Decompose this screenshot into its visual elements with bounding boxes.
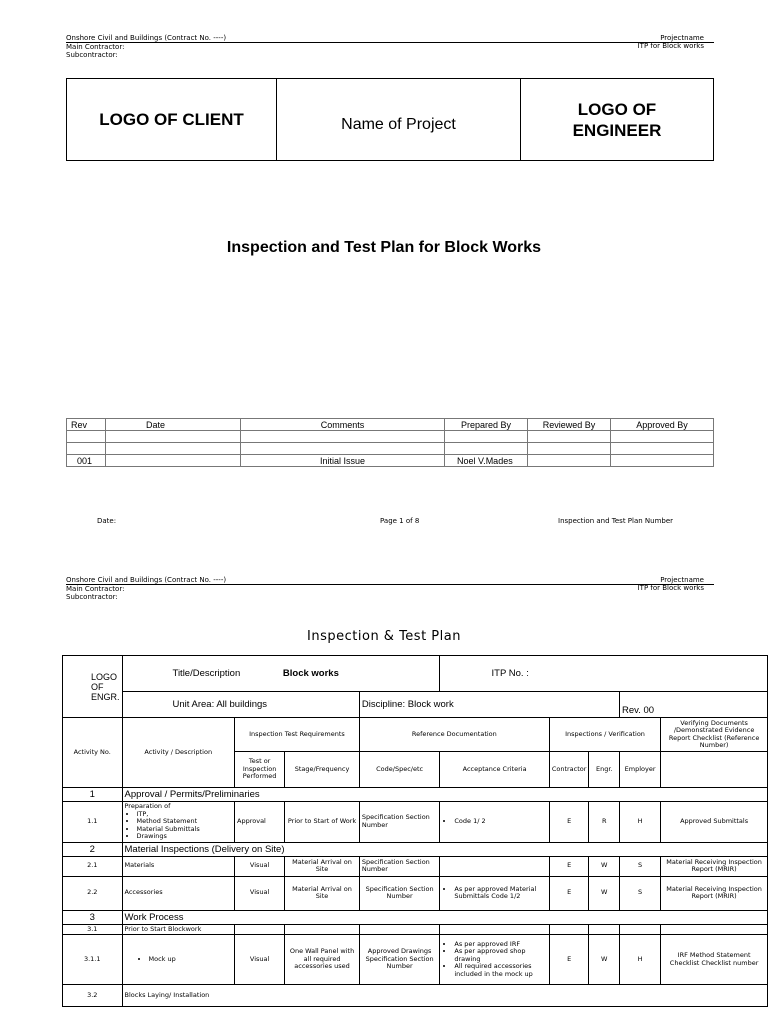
discipline: Discipline: Block work [359,692,619,718]
rev-header: Rev [67,419,106,431]
itp-unit-row [63,692,768,718]
activity-desc-header: Activity / Description [122,718,235,788]
code-spec-header: Code/Spec/etc [359,752,440,788]
verify-cell: Material Receiving Inspection Report (MRIR) [661,856,768,876]
activity-desc: Preparation of • ITP, • Method Statement • Material Submittals • Drawings [122,802,235,843]
revision-row [67,455,714,467]
revision-table [66,418,714,467]
sub-desc: Prior to Start Blockwork [122,924,235,935]
code-cell: Specification Section Number [359,856,440,876]
section-desc: Work Process [122,910,768,924]
page2-header-left-lines [66,585,124,601]
logo-box [66,78,714,161]
activity-no: 2.2 [63,876,123,910]
project-name: Name of Project [277,79,521,160]
sub-desc: Blocks Laying/ Installation [122,985,768,1007]
employer-cell: H [620,802,661,843]
activity-list [125,811,233,841]
list-item: • Method Statement [137,818,233,826]
reference-doc-header: Reference Documentation [359,718,549,752]
acceptance-header: Acceptance Criteria [440,752,549,788]
logo-engr: LOGO OF ENGR. [63,656,123,718]
employer-cell: S [620,856,661,876]
test-cell: Visual [235,935,285,985]
logo-of-client: LOGO OF CLIENT [67,79,277,160]
itp-top-row [63,656,768,692]
contractor-header: Contractor [549,752,589,788]
header-itp: ITP for Block works [637,42,704,50]
header-itp: ITP for Block works [637,584,704,592]
stage-cell: One Wall Panel with all required accessories used [285,935,360,985]
accept-cell: • Code 1/ 2 [440,802,549,843]
section-row [63,842,768,856]
activity-desc: Materials [122,856,235,876]
list-item: • Material Submittals [137,826,233,834]
verify-cell: Material Receiving Inspection Report (MRIR) [661,876,768,910]
header-main-contractor: Main Contractor: [66,585,125,593]
stage-frequency-header: Stage/Frequency [285,752,360,788]
engr-cell: W [589,935,620,985]
stage-cell: Material Arrival on Site [285,876,360,910]
stage-cell: Material Arrival on Site [285,856,360,876]
comments-header: Comments [241,419,445,431]
header-divider [66,42,714,43]
itp-title: Inspection & Test Plan [307,629,461,644]
sub-no: 3.1 [63,924,123,935]
header-contract: Onshore Civil and Buildings (Contract No. ----) [66,576,227,584]
section-no: 1 [63,788,123,802]
sub-no: 3.2 [63,985,123,1007]
contractor-cell: E [549,935,589,985]
inspection-test-req-header: Inspection Test Requirements [235,718,360,752]
document-title: Inspection and Test Plan for Block Works [226,239,542,256]
employer-header: Employer [620,752,661,788]
contractor-cell: E [549,876,589,910]
unit-area: Unit Area: All buildings [122,692,359,718]
prepared-by-header: Prepared By [445,419,528,431]
code-cell: Specification Section Number [359,876,440,910]
rev-cell: Rev. 00 [620,692,768,718]
activity-no: 1.1 [63,802,123,843]
code-cell: Specification Section Number [359,802,440,843]
table-row [63,935,768,985]
section-row [63,910,768,924]
header-project-name: Projectname [660,34,704,42]
section-no: 2 [63,842,123,856]
reviewed-by-header: Reviewed By [528,419,611,431]
employer-cell: H [620,935,661,985]
footer-itp-number: Inspection and Test Plan Number [558,517,674,525]
code-cell: Approved Drawings Specification Section Number [359,935,440,985]
date-header: Date [106,419,241,431]
itp-no-label: ITP No. : [491,668,529,679]
accept-cell: • As per approved Material Submittals Code 1/2 [440,876,549,910]
test-cell: Visual [235,856,285,876]
header-contract: Onshore Civil and Buildings (Contract No. ----) [66,34,227,42]
activity-no-header: Activity No. [63,718,123,788]
list-item: • Drawings [137,833,233,841]
footer-page: Page 1 of 8 [380,517,420,525]
engr-cell: W [589,876,620,910]
table-row [63,876,768,910]
prepared-by-cell: Noel V.Mades [445,455,528,467]
verifying-docs-header: Verifying Documents /Demonstrated Evidence Report Checklist (Reference Number) [661,718,768,752]
table-row [63,802,768,843]
accept-cell [440,856,549,876]
test-performed-header: Test or Inspection Performed [235,752,285,788]
sub-section-row [63,985,768,1007]
title-value: Block works [282,668,339,679]
employer-cell: S [620,876,661,910]
title-label: Title/Description [172,668,241,679]
page1-header-left-lines [66,43,124,59]
page2-header-left [66,576,226,584]
header-subcontractor: Subcontractor: [66,593,118,601]
header-subcontractor: Subcontractor: [66,51,118,59]
header-divider [66,584,714,585]
contractor-cell: E [549,802,589,843]
section-desc: Approval / Permits/Preliminaries [122,788,768,802]
list-item: • Mock up [149,956,233,964]
header-project-name: Projectname [660,576,704,584]
list-item: • ITP, [137,811,233,819]
revision-row [67,443,714,455]
itp-table [62,655,768,1007]
engr-header: Engr. [589,752,620,788]
comments-cell: Initial Issue [241,455,445,467]
verify-cell: Approved Submittals [661,802,768,843]
section-desc: Material Inspections (Delivery on Site) [122,842,768,856]
page1-header-left [66,34,226,42]
sub-section-row [63,924,768,935]
activity-no: 2.1 [63,856,123,876]
footer-date: Date: [97,517,117,525]
section-no: 3 [63,910,123,924]
table-row [63,856,768,876]
rev-cell: 001 [67,455,106,467]
test-cell: Visual [235,876,285,910]
revision-row [67,431,714,443]
stage-cell: Prior to Start of Work [285,802,360,843]
header-row-1 [63,718,768,752]
engr-cell: W [589,856,620,876]
section-row [63,788,768,802]
title-description-cell [122,656,440,692]
header-main-contractor: Main Contractor: [66,43,125,51]
accept-cell: • As per approved IRF • As per approved shop drawing • All required accessories included in the mock up [440,935,549,985]
page1-header-right [638,34,704,50]
revision-header-row [67,419,714,431]
approved-by-header: Approved By [611,419,714,431]
page2-header-right [638,576,704,592]
logo-of-engineer: LOGO OF ENGINEER [572,99,662,140]
test-cell: Approval [235,802,285,843]
activity-no: 3.1.1 [63,935,123,985]
activity-desc [122,935,235,985]
engr-cell: R [589,802,620,843]
verify-cell: IRF Method Statement Checklist Checklist number [661,935,768,985]
contractor-cell: E [549,856,589,876]
inspections-verification-header: Inspections / Verification [549,718,660,752]
activity-desc: Accessories [122,876,235,910]
